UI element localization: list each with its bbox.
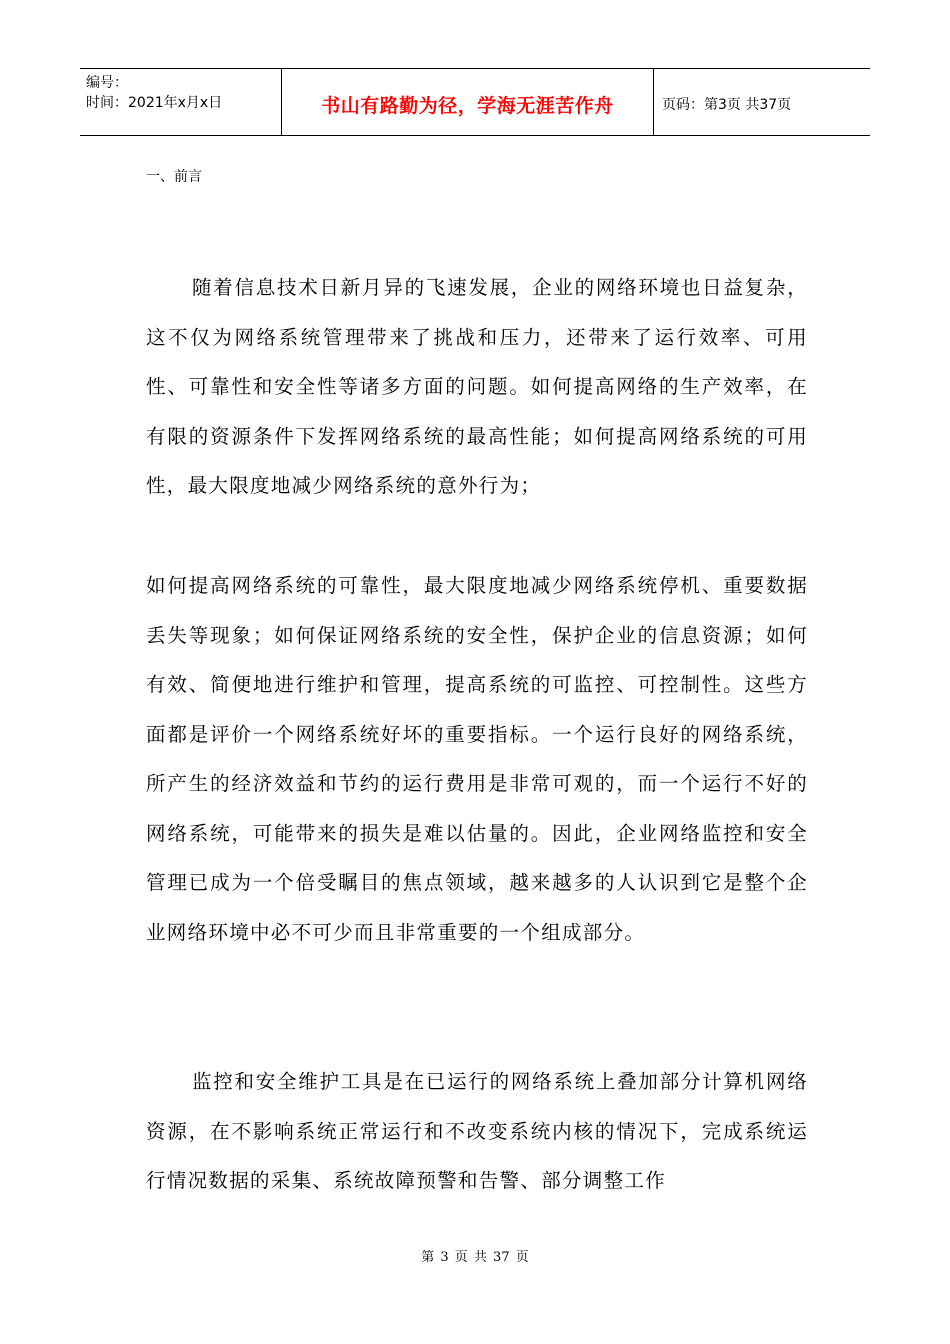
section-title: 一、前言 [146,169,202,185]
header-motto-cell [282,69,654,135]
document-code-label: 编号： [86,75,128,91]
body-paragraph-3: 监控和安全维护工具是在已运行的网络系统上叠加部分计算机网络资源，在不影响系统正常运行和不改变系统内核的情况下，完成系统运行情况数据的采集、系统故障预警和告警、部分调整工作 [146,1070,808,1192]
header-page-cell [654,71,870,137]
page-footer: 第 3 页 共 37 页 [421,1250,529,1265]
header-page-label: 页码：第3页 共37页 [662,97,792,113]
body-paragraph-2: 如何提高网络系统的可靠性，最大限度地减少网络系统停机、重要数据丢失等现象；如何保证网络系统的安全性，保护企业的信息资源；如何有效、简便地进行维护和管理，提高系统的可监控、可控制性。这些方面都是评价一个网络系统好坏的重要指标。一个运行良好的网络系统，所产生的经济效益和节约的运行费用是非常可观的，而一个运行不好的网络系统，可能带来的损失是难以估量的。因此，企业网络监控和安全管理已成为一个倍受瞩目的焦点领域，越来越多的人认识到它是整个企业网络环境中必不可少而且非常重要的一个组成部分。 [146,574,808,944]
body-paragraph-1: 随着信息技术日新月异的飞速发展，企业的网络环境也日益复杂，这不仅为网络系统管理带来了挑战和压力，还带来了运行效率、可用性、可靠性和安全性等诸多方面的问题。如何提高网络的生产效率，在有限的资源条件下发挥网络系统的最高性能；如何提高网络系统的可用性，最大限度地减少网络系统的意外行为； [146,276,808,497]
document-time-label: 时间：2021年x月x日 [86,95,223,111]
header-motto: 书山有路勤为径，学海无涯苦作舟 [321,94,614,117]
header-meta-cell [80,69,282,135]
document-header [80,68,870,136]
